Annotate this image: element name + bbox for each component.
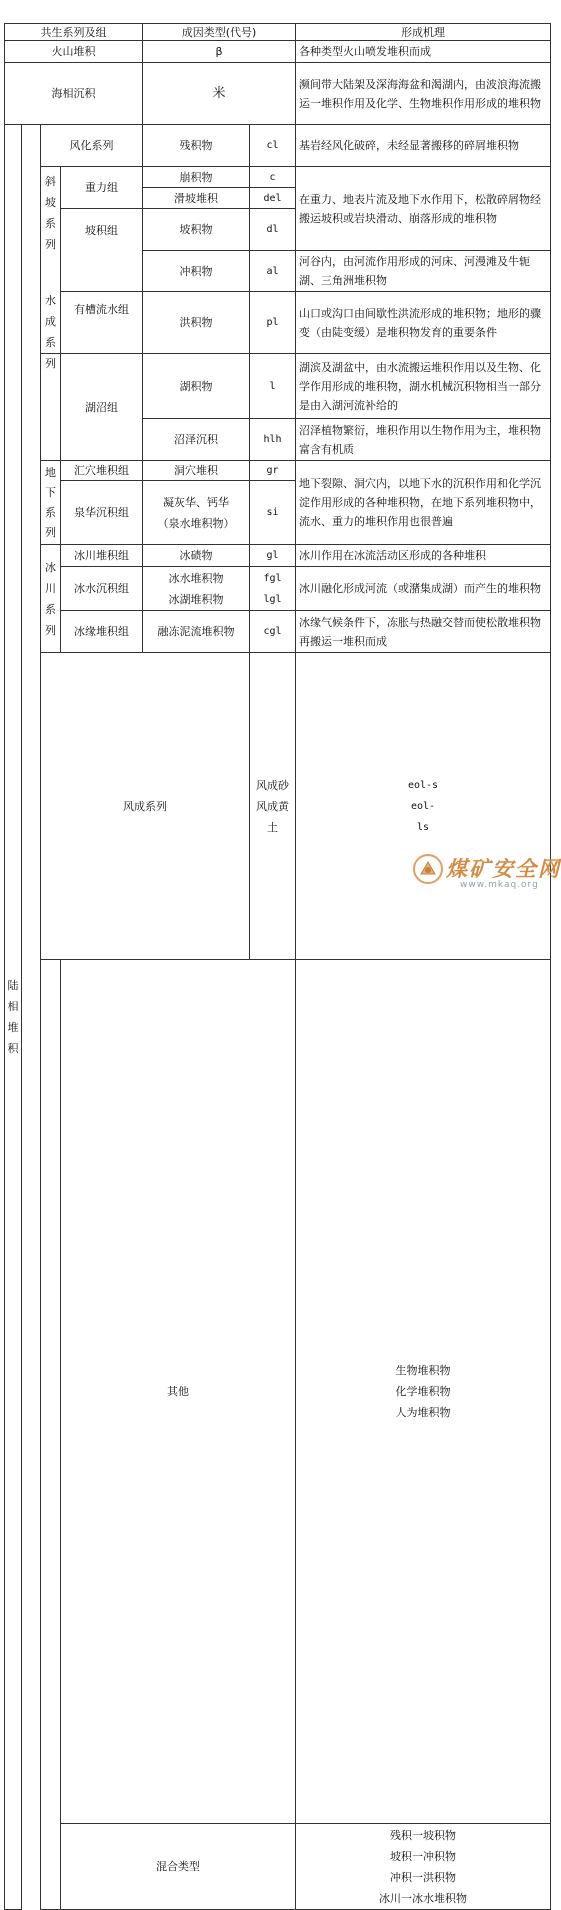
aeolian-code-2: eol-	[410, 800, 436, 812]
gravity-type-1: 崩积物	[143, 167, 250, 188]
slope-wash-type-1: 坡积物	[143, 209, 250, 251]
table-row	[5, 545, 551, 567]
mixed-type-4: 冰川一冰水堆积物	[379, 1891, 467, 1905]
table-row	[5, 63, 551, 125]
mixed-type-1: 残积一坡积物	[390, 1828, 456, 1842]
table-row	[5, 167, 551, 188]
lake-desc-1: 湖滨及湖盆中，由水流搬运堆积作用以及生物、化学作用形成的堆积物，湖水机械沉积物相当一部分是由入湖河流补给的	[296, 354, 551, 419]
gravity-type-2: 滑坡堆积	[143, 188, 250, 209]
table-row	[5, 653, 551, 960]
gravity-group: 重力组	[61, 167, 143, 209]
table-row	[5, 125, 551, 167]
glacial-water-type-2: 冰湖堆积物	[168, 592, 224, 606]
glacial-water-codes	[250, 567, 296, 611]
aeolian-group: 风成系列	[41, 653, 250, 960]
glacier-series-cell	[41, 545, 61, 653]
spring-types	[143, 481, 250, 545]
glacier-series-label: 冰川系列	[45, 560, 56, 637]
volcanic-code: β	[143, 41, 296, 63]
glacial-water-desc: 冰川融化形成河流（或潴集成湖）而产生的堆积物	[296, 567, 551, 611]
table-row	[5, 567, 551, 611]
other-type-3: 人为堆积物	[395, 1406, 451, 1419]
marine-desc: 濒间带大陆架及深海海盆和渴湖内，由波浪海流搬运一堆积作用及化学、生物堆积作用形成的堆积物	[296, 63, 551, 125]
cave-group: 汇穴堆积组	[61, 461, 143, 481]
gravity-desc: 在重力、地表片流及地下水作用下，松散碎屑物经搬运坡积或岩块滑动、崩落形成的堆积物	[296, 167, 551, 251]
cave-type: 洞穴堆积	[143, 461, 250, 481]
spacer-cell	[41, 1824, 61, 1910]
glacial-water-types	[143, 567, 250, 611]
slope-wash-group: 坡积组	[61, 209, 143, 292]
weathering-desc: 基岩经风化破碎，未经显著搬移的碎屑堆积物	[296, 125, 551, 167]
slope-wash-type-2: 冲积物	[143, 251, 250, 292]
glacial-acc-type: 冰碛物	[143, 545, 250, 567]
mixed-name: 混合类型	[61, 1824, 296, 1910]
site-logo-icon	[412, 853, 444, 885]
header-genetic-type: 成因类型(代号)	[143, 24, 296, 41]
spring-group: 泉华沉积组	[61, 481, 143, 545]
aeolian-code-1: eol-s	[407, 779, 439, 791]
table-row	[5, 354, 551, 419]
table-row	[5, 292, 551, 354]
glacial-acc-group: 冰川堆积组	[61, 545, 143, 567]
header-mechanism: 形成机理	[296, 24, 551, 41]
aeolian-code-3: ls	[416, 821, 430, 833]
lake-desc-2: 沼泽植物繁衍，堆积作用以生物作用为主，堆积物富含有机质	[296, 419, 551, 461]
periglacial-code: cgl	[250, 611, 296, 653]
water-series-cell	[22, 125, 41, 1910]
sediment-classification-table	[4, 23, 551, 1910]
periglacial-type: 融冻泥流堆积物	[143, 611, 250, 653]
header-series-group: 共生系列及组	[5, 24, 143, 41]
land-label: 陆相堆积	[7, 979, 19, 1055]
ground-series-label: 地下系列	[45, 465, 56, 539]
table-row	[5, 41, 551, 63]
glacial-acc-code: gl	[250, 545, 296, 567]
channel-desc: 山口或沟口由间歇性洪流形成的堆积物；地形的骤变（由陡变缓）是堆积物发育的重要条件	[296, 292, 551, 354]
other-type-2: 化学堆积物	[395, 1385, 451, 1398]
cave-desc: 地下裂隙、洞穴内，以地下水的沉积作用和化学沉淀作用形成的各种堆积物，在地下系列堆积物中，流水、重力的堆积作用也很普遍	[296, 461, 551, 545]
table-row	[5, 461, 551, 481]
spring-type-1: 凝灰华、钙华	[163, 495, 229, 509]
periglacial-desc: 冰缘气候条件下，冻胀与热融交替而使松散堆积物再搬运一堆积而成	[296, 611, 551, 653]
aeolian-types	[250, 653, 296, 960]
other-type-1: 生物堆积物	[395, 1364, 451, 1377]
mixed-type-3: 冲积一洪积物	[390, 1870, 456, 1884]
channel-code: pl	[250, 292, 296, 354]
aeolian-type-2: 风成黄土	[256, 799, 289, 834]
mixed-type-2: 坡积一冲积物	[390, 1849, 456, 1863]
marine-code: 米	[143, 63, 296, 125]
table-row	[5, 960, 551, 1824]
glacial-water-type-1: 冰水堆积物	[168, 571, 224, 585]
other-name: 其他	[61, 960, 296, 1824]
spacer-cell	[41, 960, 61, 1824]
glacial-water-group: 冰水沉积组	[61, 567, 143, 611]
slope-wash-code-1: dl	[250, 209, 296, 251]
marine-name: 海相沉积	[5, 63, 143, 125]
table-row	[5, 611, 551, 653]
slope-wash-code-2: al	[250, 251, 296, 292]
table-row	[5, 1824, 551, 1910]
site-watermark	[412, 853, 561, 895]
gravity-code-2: del	[250, 188, 296, 209]
lake-code-2: hlh	[250, 419, 296, 461]
slope-series-label: 斜坡系列	[45, 175, 56, 251]
channel-group: 有槽流水组	[61, 292, 143, 354]
glacial-water-code-2: lgl	[263, 593, 282, 605]
mixed-types	[296, 1824, 551, 1910]
lake-code-1: l	[250, 354, 296, 419]
lake-type-1: 湖积物	[143, 354, 250, 419]
aeolian-codes	[296, 653, 551, 960]
glacial-acc-desc: 冰川作用在冰流活动区形成的各种堆积	[296, 545, 551, 567]
table-header-row	[5, 24, 551, 41]
spring-code: si	[250, 481, 296, 545]
volcanic-name: 火山堆积	[5, 41, 143, 63]
gravity-code-1: c	[250, 167, 296, 188]
channel-type: 洪积物	[143, 292, 250, 354]
weathering-group: 风化系列	[41, 125, 143, 167]
cave-code: gr	[250, 461, 296, 481]
aeolian-type-1: 风成砂	[256, 778, 289, 792]
weathering-code: cl	[250, 125, 296, 167]
water-series-cell-2	[41, 294, 61, 461]
other-types	[296, 960, 551, 1824]
glacial-water-code-1: fgl	[263, 572, 282, 584]
lake-group: 湖沼组	[61, 354, 143, 461]
spring-type-2: （泉水堆积物）	[157, 516, 235, 530]
land-label-cell	[5, 125, 22, 1910]
watermark-url: www.mkaq.org	[460, 880, 539, 890]
ground-series-cell	[41, 461, 61, 545]
slope-wash-desc: 河谷内，由河流作用形成的河床、河漫滩及牛轭湖、三角洲堆积物	[296, 251, 551, 292]
weathering-type: 残积物	[143, 125, 250, 167]
periglacial-group: 冰缘堆积组	[61, 611, 143, 653]
lake-type-2: 沼泽沉积	[143, 419, 250, 461]
watermark-brand: 煤矿安全网	[446, 856, 561, 881]
volcanic-desc: 各种类型火山喷发堆积而成	[296, 41, 551, 63]
water-series-label: 水成系列	[45, 294, 56, 370]
